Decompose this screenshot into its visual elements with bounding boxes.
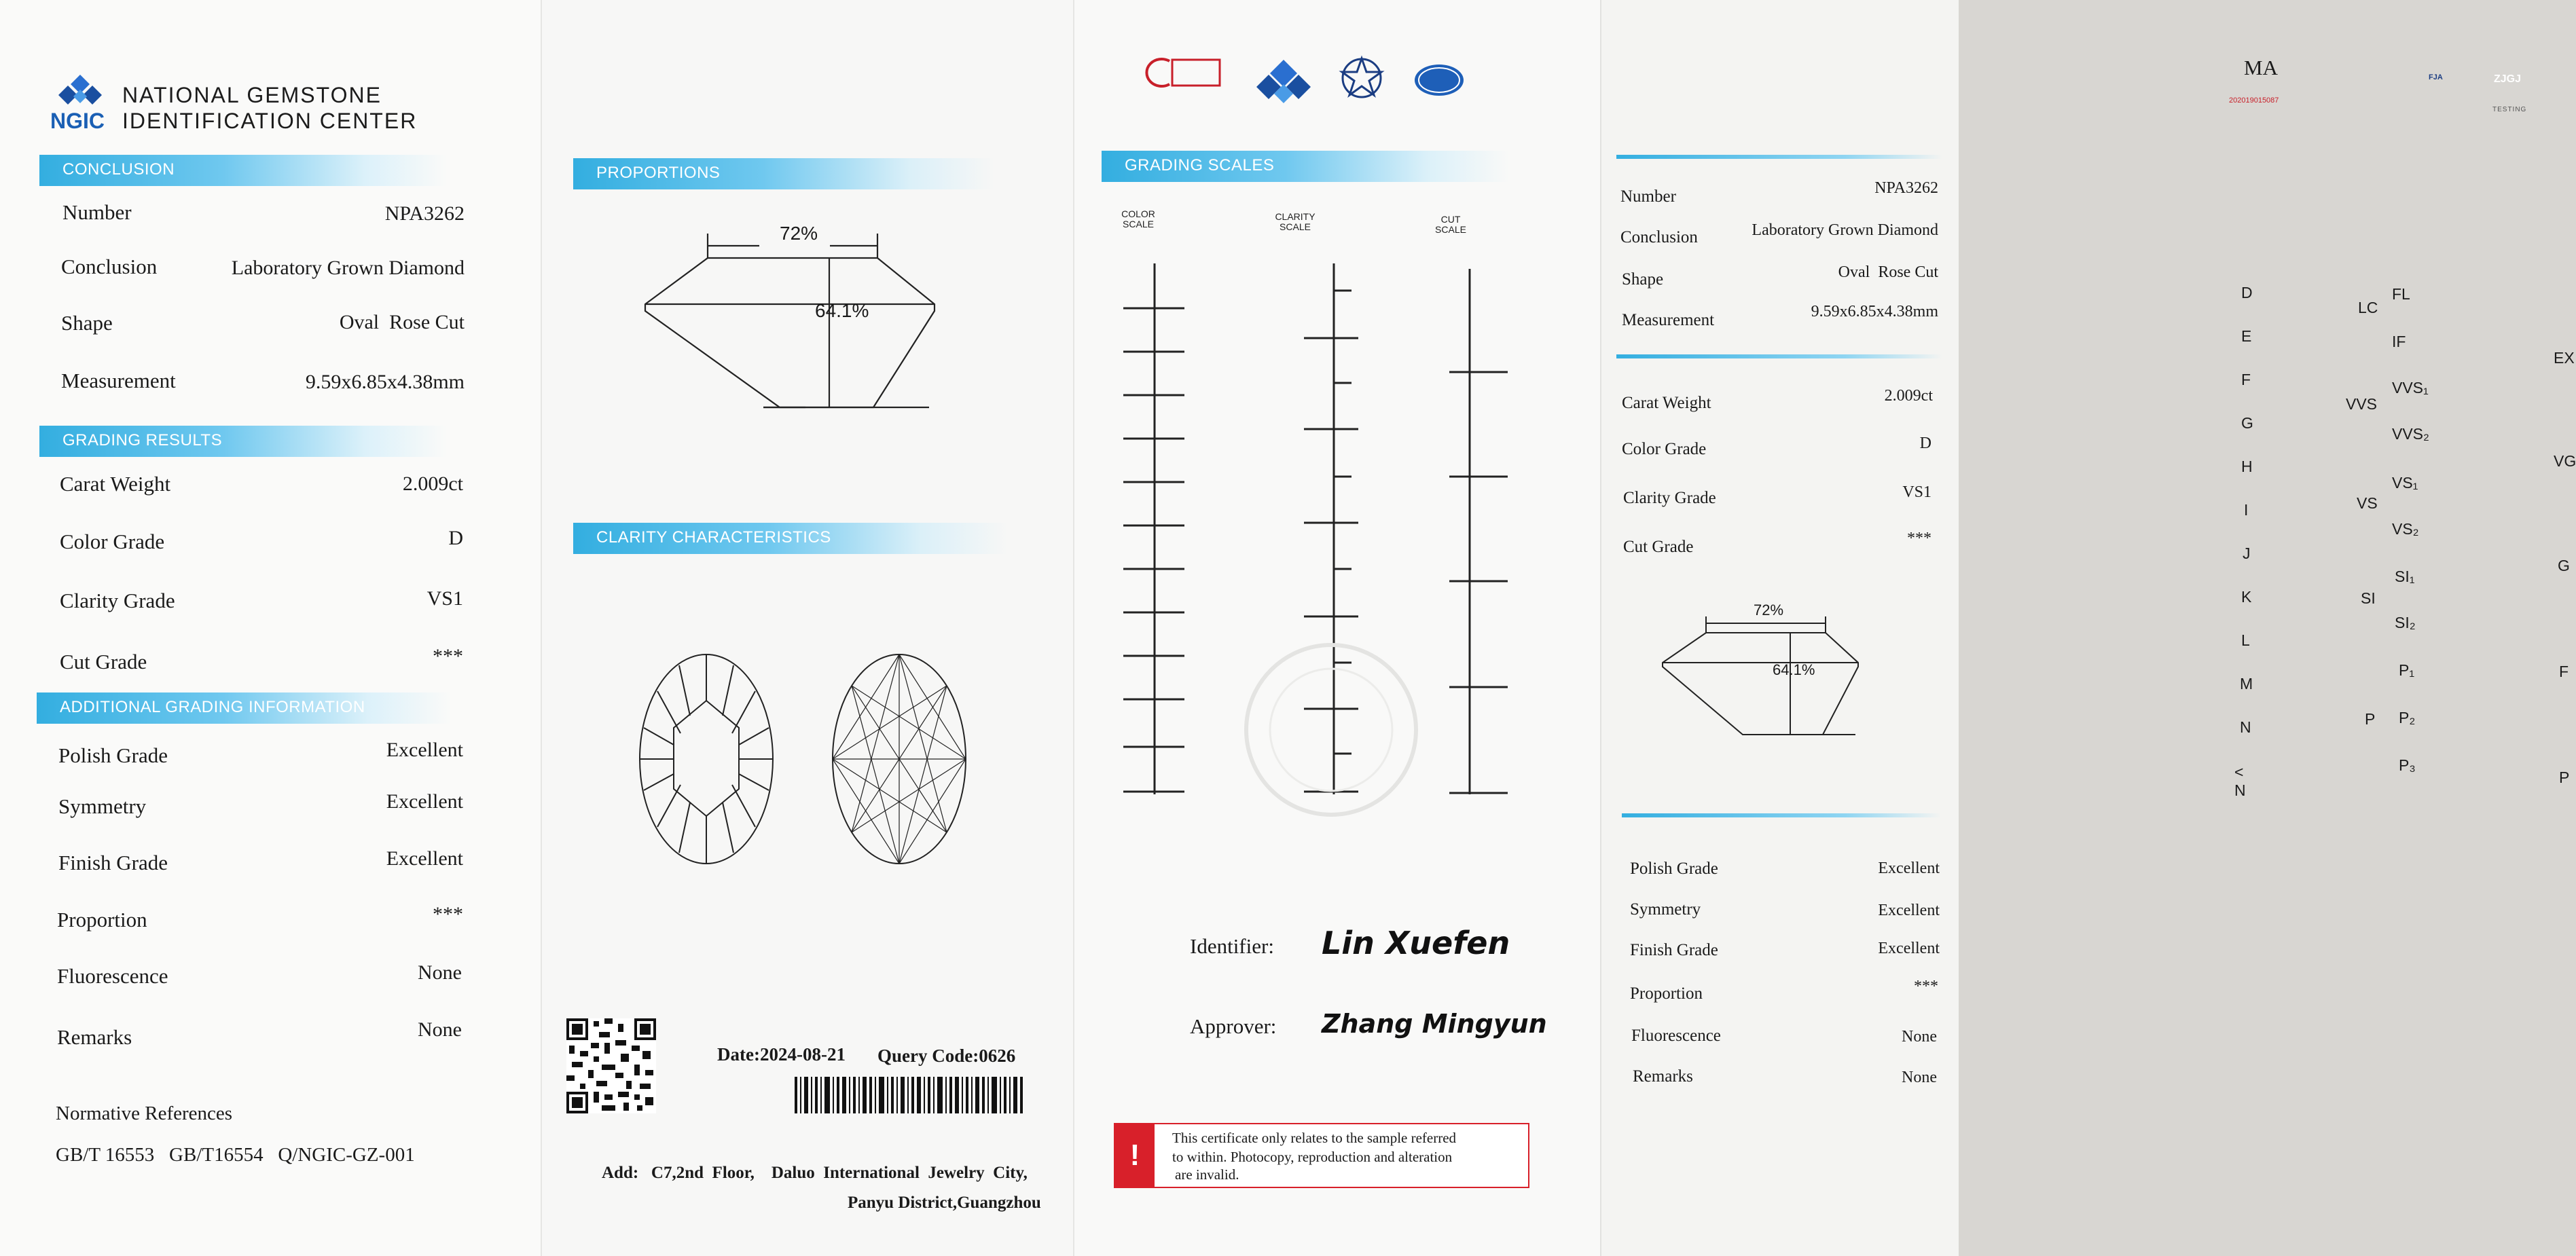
clarity-characteristics-section-header: CLARITY CHARACTERISTICS [573,523,1008,554]
summary-conclusion-label: Conclusion [1620,228,1698,246]
fja-badge-text: FJA [2429,73,2443,81]
remarks-value: None [418,1018,462,1041]
additional-info-section-header: ADDITIONAL GRADING INFORMATION [37,692,451,724]
summary-cut-label: Cut Grade [1623,538,1694,556]
color-tick-label: D [2241,284,2253,301]
carat-value: 2.009ct [402,473,463,495]
normative-references-title: Normative References [56,1103,233,1124]
summary-shape-label: Shape [1622,270,1664,289]
summary-fluorescence-label: Fluorescence [1631,1027,1721,1045]
clarity-tick-label: FL [2392,285,2410,303]
clarity-grade-value: VS1 [427,587,463,610]
measurement-label: Measurement [61,369,176,392]
clarity-tick-label: VVS₁ [2392,379,2429,396]
cma-code: 202019015087 [2229,96,2279,105]
clarity-tick-label: VS₁ [2392,474,2418,492]
finish-label: Finish Grade [58,851,168,874]
grading-scales-section-header: GRADING SCALES [1102,151,1509,182]
table-percentage: 72% [780,223,818,244]
number-label: Number [62,200,132,224]
clarity-tick-label: IF [2392,333,2406,350]
conclusion-section-header: CONCLUSION [39,155,447,186]
summary-proportions-diagram [1661,611,1861,740]
barcode[interactable] [795,1077,1023,1113]
summary-divider-top [1616,155,1942,159]
color-tick-label: L [2241,631,2250,649]
cut-tick-label: P [2559,769,2570,786]
summary-measurement-label: Measurement [1622,311,1715,329]
color-tick-label: E [2241,327,2252,345]
cut-scale-axis [1449,269,1508,794]
shape-label: Shape [61,311,113,335]
clarity-tick-label: P₁ [2399,661,2415,679]
remarks-label: Remarks [57,1025,132,1049]
cut-tick-label: VG [2554,452,2576,470]
summary-finish-value: Excellent [1878,940,1940,957]
summary-number-label: Number [1620,187,1676,206]
summary-symmetry-value: Excellent [1878,902,1940,919]
summary-polish-label: Polish Grade [1630,860,1718,878]
ngic-abbr: NGIC [50,109,105,133]
summary-carat-value: 2.009ct [1884,387,1933,405]
summary-shape-value: Oval Rose Cut [1838,263,1938,281]
warning-icon: ! [1115,1124,1155,1187]
proportion-label: Proportion [57,908,147,931]
summary-color-value: D [1919,435,1931,452]
summary-proportion-value: *** [1914,978,1938,995]
approver-signature: Zhang Mingyun [1322,1009,1547,1039]
fluorescence-label: Fluorescence [57,964,168,988]
conclusion-value: Laboratory Grown Diamond [231,257,465,279]
approver-label: Approver: [1190,1014,1277,1038]
finish-value: Excellent [386,847,463,870]
color-tick-label: I [2244,501,2249,519]
clarity-group-label: VVS [2346,395,2378,413]
color-grade-label: Color Grade [60,530,165,553]
cut-scale-title: CUT SCALE [1435,214,1466,235]
polish-label: Polish Grade [58,743,168,767]
cma-badge-icon [1157,57,1225,95]
report-panel-main [0,0,541,1256]
summary-cut-value: *** [1907,530,1931,547]
summary-polish-value: Excellent [1878,860,1940,877]
proportions-section-header: PROPORTIONS [573,158,994,189]
summary-symmetry-label: Symmetry [1630,900,1701,919]
grading-results-section-header: GRADING RESULTS [39,426,447,457]
symmetry-value: Excellent [386,790,463,813]
notice-box [1114,1123,1529,1188]
summary-finish-label: Finish Grade [1630,941,1718,959]
clarity-tick-label: SI₂ [2395,614,2416,631]
measurement-value: 9.59x6.85x4.38mm [305,371,465,393]
clarity-group-label: LC [2358,299,2378,316]
normative-references-list: GB/T 16553 GB/T16554 Q/NGIC-GZ-001 [56,1144,415,1166]
identifier-label: Identifier: [1190,934,1274,958]
crown-view-plot [638,653,774,865]
summary-clarity-value: VS1 [1902,483,1931,501]
summary-carat-label: Carat Weight [1622,394,1711,412]
clarity-grade-label: Clarity Grade [60,589,175,612]
summary-divider-mid [1616,354,1942,358]
address-line-2: Panyu District,Guangzhou [848,1194,1041,1212]
color-grade-value: D [448,527,463,549]
symmetry-label: Symmetry [58,794,147,818]
org-name-line1: NATIONAL GEMSTONE [122,83,382,107]
clarity-scale-title: CLARITY SCALE [1275,211,1316,232]
color-tick-label: H [2241,458,2253,475]
depth-percentage: 64.1% [815,300,869,321]
proportion-value: *** [433,903,463,925]
address-line-1: Add: C7,2nd Floor, Daluo International Jewelry City, [602,1164,1028,1182]
color-tick-label: G [2241,414,2253,432]
summary-clarity-label: Clarity Grade [1623,489,1716,507]
fja-badge-icon [1339,56,1384,100]
pavilion-view-plot [831,653,967,865]
conclusion-label: Conclusion [61,255,158,278]
fluorescence-value: None [418,961,462,984]
color-tick-label: M [2240,675,2253,692]
color-tick-label: N [2240,718,2251,736]
color-scale-axis [1123,263,1184,794]
summary-number-value: NPA3262 [1874,179,1938,197]
clarity-tick-label: SI₁ [2395,568,2415,585]
notice-line-2: to within. Photocopy, reproduction and alteration [1172,1149,1453,1165]
clarity-tick-label: P₂ [2399,709,2416,726]
clarity-tick-label: P₃ [2399,756,2416,774]
org-name-line2: IDENTIFICATION CENTER [122,109,418,133]
proportions-diagram [644,224,949,414]
summary-divider-bottom [1622,813,1941,817]
clarity-tick-label: VS₂ [2392,520,2419,538]
summary-measurement-value: 9.59x6.85x4.38mm [1811,303,1938,320]
clarity-group-label: SI [2361,589,2376,607]
number-value: NPA3262 [384,202,465,225]
zjgj-badge-icon [1413,62,1466,98]
diamond-logo-icon [1256,58,1311,107]
summary-conclusion-value: Laboratory Grown Diamond [1752,221,1938,239]
cut-tick-label: G [2558,557,2570,574]
cut-tick-label: EX [2554,349,2575,367]
query-code: Query Code:0626 [877,1046,1016,1066]
report-date: Date:2024-08-21 [717,1044,846,1065]
cut-grade-label: Cut Grade [60,650,147,673]
cut-tick-label: F [2559,663,2569,680]
zjgj-badge-text: ZJGJ [2494,73,2522,85]
summary-depth-percentage: 64.1% [1773,661,1815,678]
ngic-logo-icon [58,73,102,107]
summary-remarks-label: Remarks [1633,1067,1693,1086]
color-scale-title: COLOR SCALE [1121,208,1155,229]
summary-fluorescence-value: None [1902,1028,1937,1046]
summary-proportion-label: Proportion [1630,984,1703,1003]
identifier-signature: Lin Xuefen [1322,925,1510,961]
color-tick-label: J [2243,544,2251,562]
cut-grade-value: *** [433,645,463,667]
summary-color-label: Color Grade [1622,440,1707,458]
diagram-panel [541,0,1073,1256]
clarity-tick-label: VVS₂ [2392,425,2429,443]
notice-line-1: This certificate only relates to the sample referred [1172,1130,1457,1146]
color-tick-label: K [2241,588,2252,606]
color-tick-label: < N [2234,763,2246,799]
watermark-seal [1229,638,1433,821]
cma-badge-text: MA [2244,56,2278,79]
qr-code[interactable] [566,1018,656,1113]
notice-line-3: are invalid. [1175,1166,1239,1183]
clarity-group-label: VS [2357,494,2378,512]
carat-label: Carat Weight [60,472,171,496]
summary-card-panel [1600,0,1959,1256]
color-tick-label: F [2241,371,2251,388]
summary-table-percentage: 72% [1754,602,1784,618]
shape-value: Oval Rose Cut [339,311,465,333]
clarity-group-label: P [2365,710,2376,728]
polish-value: Excellent [386,739,463,761]
testing-text: TESTING [2492,106,2527,113]
summary-remarks-value: None [1902,1069,1937,1086]
